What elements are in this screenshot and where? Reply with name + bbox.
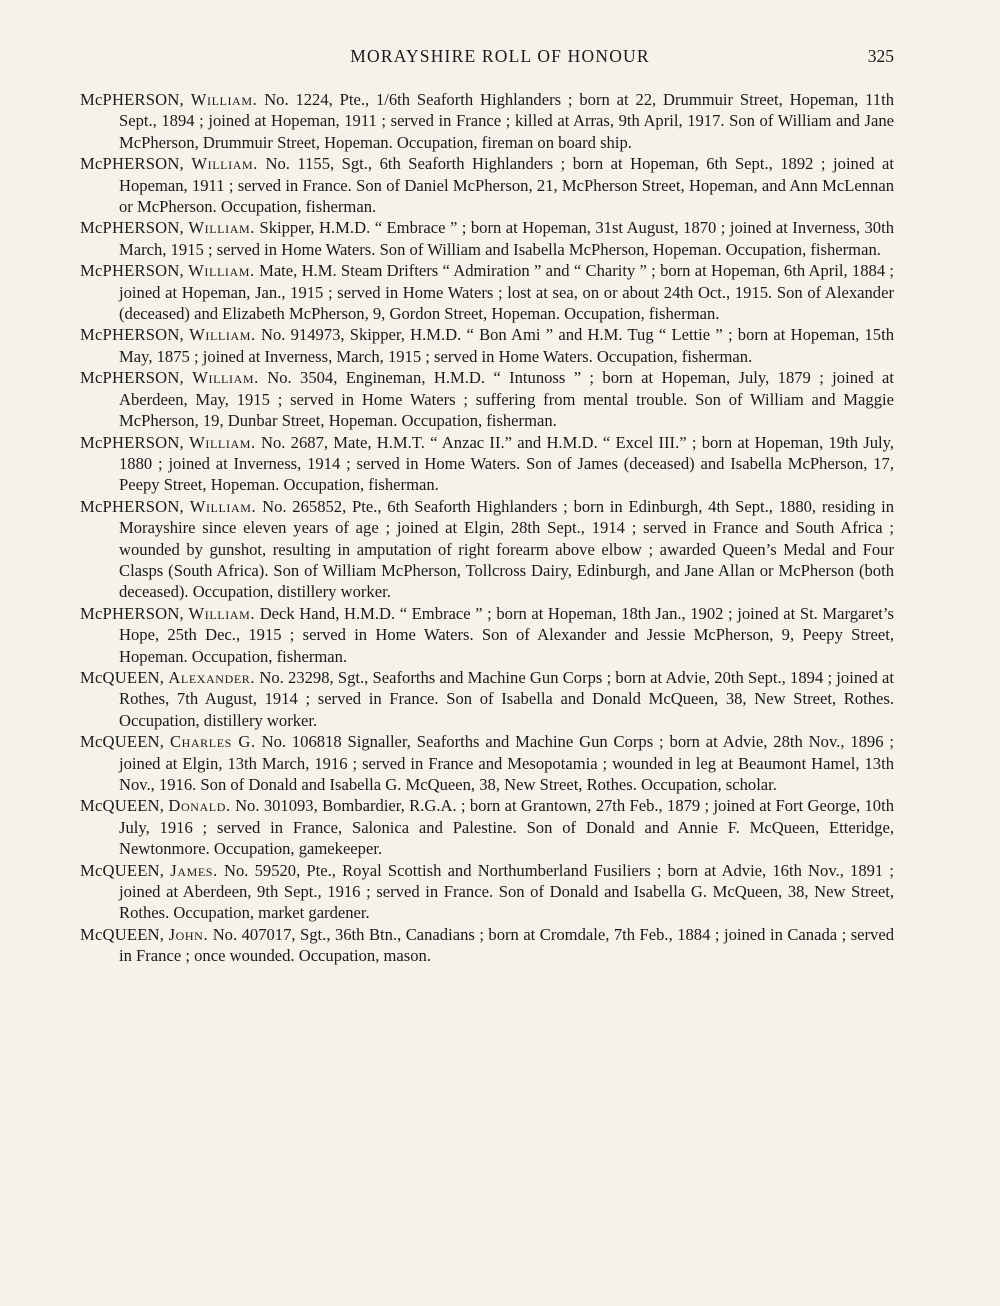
entry-surname: McQUEEN, bbox=[80, 860, 165, 880]
entry-forename: William. bbox=[191, 154, 258, 174]
entry-details: No. 59520, Pte., Royal Scottish and Northumberland Fusiliers ; born at Advie, 16th Nov., 1891 ; joined at Aberdeen, 9th Sept., 1916 ; served in France. Son of Donald and Isabella G. McQueen, 38, New Street, Rothes. Occupation, market gardener. bbox=[119, 860, 894, 923]
entry-forename: William. bbox=[192, 368, 259, 388]
page-number: 325 bbox=[867, 46, 894, 66]
entry-details: No. 914973, Skipper, H.M.D. “ Bon Ami ” and H.M. Tug “ Lettie ” ; born at Hopeman, 15th May, 1875 ; joined at Inverness, March, 1915 ; served in Home Waters. Occupation, fisherman. bbox=[119, 325, 894, 366]
roll-entry bbox=[80, 367, 894, 431]
roll-entry bbox=[80, 860, 894, 924]
entry-surname: McPHERSON, bbox=[80, 603, 184, 623]
entry-details: No. 1224, Pte., 1/6th Seaforth Highlanders ; born at 22, Drummuir Street, Hopeman, 11th Sept., 1894 ; joined at Hopeman, 1911 ; served in France ; killed at Arras, 9th April, 1917. Son of William and Jane McPherson, Drummuir Street, Hopeman. Occupation, fireman on board ship. bbox=[119, 90, 894, 152]
entry-forename: Alexander. bbox=[168, 667, 256, 687]
roll-entry bbox=[80, 153, 894, 217]
entry-surname: McPHERSON, bbox=[80, 154, 184, 174]
roll-entry bbox=[80, 260, 894, 324]
roll-entry bbox=[80, 795, 894, 859]
entry-forename: Charles G. bbox=[169, 732, 256, 752]
entry-forename: Donald. bbox=[168, 796, 231, 816]
roll-entry bbox=[80, 89, 894, 153]
entry-details: No. 106818 Signaller, Seaforths and Machine Gun Corps ; born at Advie, 28th Nov., 1896 ; joined at Elgin, 13th March, 1916 ; served in France and Mesopotamia ; wounded in leg at Beaumont Hamel, 13th Nov., 1916. Son of Donald and Isabella G. McQueen, 38, New Street, Rothes. Occupation, scholar. bbox=[119, 732, 894, 794]
entry-details: No. 23298, Sgt., Seaforths and Machine Gun Corps ; born at Advie, 20th Sept., 1894 ; joined at Rothes, 7th August, 1914 ; served in France. Son of Isabella and Donald McQueen, 38, New Street, Rothes. Occupation, distillery worker. bbox=[119, 667, 894, 730]
entry-details: No. 265852, Pte., 6th Seaforth Highlanders ; born in Edinburgh, 4th Sept., 1880, residing in Morayshire since eleven years of age ; joined at Elgin, 28th Sept., 1914 ; served in France and South Africa ; wounded by gunshot, resulting in amputation of right forearm above elbow ; awarded Queen’s Medal and Four Clasps (South Africa). Son of William McPherson, Tollcross Dairy, Edinburgh, and Jane Allan or McPherson (both deceased). Occupation, distillery worker. bbox=[119, 496, 894, 602]
entry-details: Skipper, H.M.D. “ Embrace ” ; born at Hopeman, 31st August, 1870 ; joined at Inverness, 30th March, 1915 ; served in Home Waters. Son of William and Isabella McPherson, Hopeman. Occupation, fisherman. bbox=[119, 218, 894, 259]
entry-forename: William. bbox=[188, 261, 255, 281]
entry-forename: William. bbox=[189, 496, 257, 516]
entry-surname: McQUEEN, bbox=[80, 667, 165, 687]
entry-surname: McPHERSON, bbox=[80, 325, 184, 345]
running-head bbox=[0, 46, 1000, 70]
roll-entry bbox=[80, 324, 894, 367]
entry-details: Mate, H.M. Steam Drifters “ Admiration ” and “ Charity ” ; born at Hopeman, 6th April, 1884 ; joined at Hopeman, Jan., 1915 ; served in Home Waters ; lost at sea, on or about 24th Oct., 1915. Son of Alexander (deceased) and Elizabeth McPherson, 9, Gordon Street, Hopeman. Occupation, fisherman. bbox=[119, 261, 895, 324]
entry-surname: McPHERSON, bbox=[80, 432, 184, 452]
entry-details: No. 1155, Sgt., 6th Seaforth Highlanders ; born at Hopeman, 6th Sept., 1892 ; joined at Hopeman, 1911 ; served in France. Son of Daniel McPherson, 21, McPherson Street, Hopeman, and Ann McLennan or McPherson. Occupation, fisherman. bbox=[119, 154, 894, 217]
roll-entries bbox=[80, 89, 894, 967]
entry-details: No. 301093, Bombardier, R.G.A. ; born at Grantown, 27th Feb., 1879 ; joined at Fort George, 10th July, 1916 ; served in France, Salonica and Palestine. Son of Donald and Annie F. McQueen, Etteridge, Newtonmore. Occupation, gamekeeper. bbox=[119, 796, 895, 859]
roll-entry bbox=[80, 731, 894, 795]
entry-surname: McPHERSON, bbox=[80, 90, 184, 109]
entry-forename: William. bbox=[189, 325, 256, 345]
roll-entry bbox=[80, 603, 894, 667]
roll-entry bbox=[80, 924, 894, 967]
roll-entry bbox=[80, 432, 894, 496]
entry-surname: McPHERSON, bbox=[80, 368, 184, 388]
entry-surname: McPHERSON, bbox=[80, 218, 184, 238]
entry-forename: William. bbox=[189, 432, 256, 452]
entry-forename: William. bbox=[188, 603, 256, 623]
roll-entry bbox=[80, 667, 894, 731]
entry-forename: William. bbox=[190, 90, 258, 109]
entry-details: No. 2687, Mate, H.M.T. “ Anzac II.” and H.M.D. “ Excel III.” ; born at Hopeman, 19th July, 1880 ; joined at Inverness, 1914 ; served in Home Waters. Son of James (deceased) and Isabella McPherson, 17, Peepy Street, Hopeman. Occupation, fisherman. bbox=[119, 432, 894, 495]
entry-details: Deck Hand, H.M.D. “ Embrace ” ; born at Hopeman, 18th Jan., 1902 ; joined at St. Margaret’s Hope, 25th Dec., 1915 ; served in Home Waters. Son of Alexander and Jessie McPherson, 9, Peepy Street, Hopeman. Occupation, fisherman. bbox=[119, 603, 894, 666]
roll-entry bbox=[80, 496, 894, 603]
page-title: MORAYSHIRE ROLL OF HONOUR bbox=[350, 46, 650, 66]
entry-forename: James. bbox=[170, 860, 218, 880]
entry-forename: John. bbox=[168, 924, 209, 944]
entry-surname: McPHERSON, bbox=[80, 261, 184, 281]
entry-surname: McPHERSON, bbox=[80, 496, 184, 516]
entry-details: No. 3504, Engineman, H.M.D. “ Intunoss ” ; born at Hopeman, July, 1879 ; joined at Aberdeen, May, 1915 ; served in Home Waters ; suffering from mental trouble. Son of William and Maggie McPherson, 19, Dunbar Street, Hopeman. Occupation, fisherman. bbox=[119, 368, 894, 431]
entry-surname: McQUEEN, bbox=[80, 796, 165, 816]
entry-surname: McQUEEN, bbox=[80, 924, 165, 944]
entry-surname: McQUEEN, bbox=[80, 732, 165, 752]
roll-entry bbox=[80, 217, 894, 260]
entry-forename: William. bbox=[188, 218, 255, 238]
entry-details: No. 407017, Sgt., 36th Btn., Canadians ; born at Cromdale, 7th Feb., 1884 ; joined in Canada ; served in France ; once wounded. Occupation, mason. bbox=[119, 924, 894, 966]
